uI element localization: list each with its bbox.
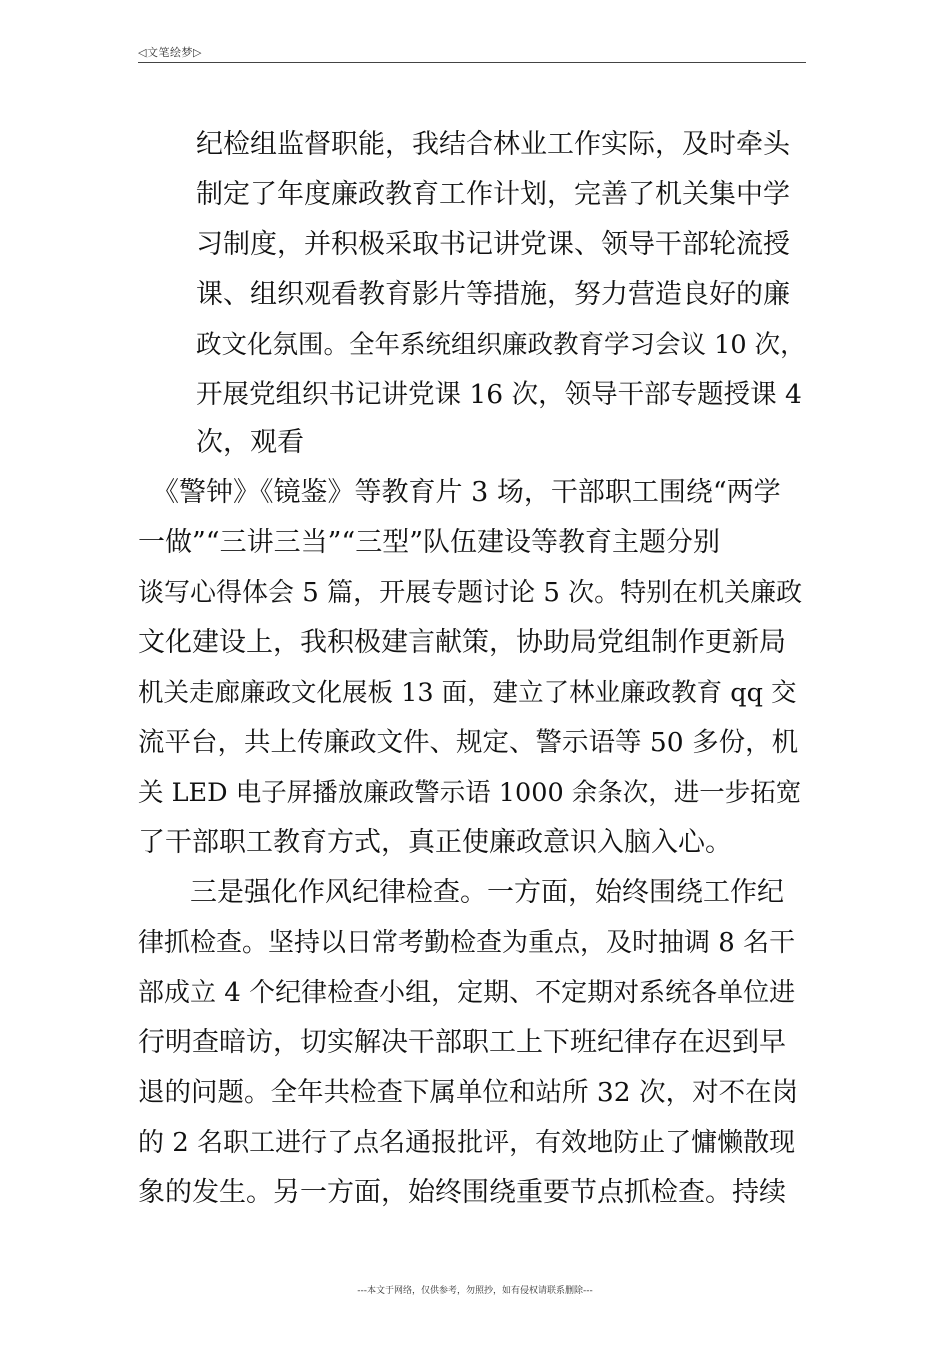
paragraph-line: 谈写心得体会 5 篇，开展专题讨论 5 次。特别在机关廉政 xyxy=(138,578,803,608)
header-rule xyxy=(138,62,806,63)
paragraph-line: 《警钟》《镜鉴》等教育片 3 场，干部职工围绕“两学 xyxy=(152,477,781,508)
paragraph-line: 次，观看 xyxy=(196,427,304,458)
paragraph-line: 政文化氛围。全年系统组织廉政教育学习会议 10 次， xyxy=(196,330,806,360)
paragraph-line: 了干部职工教育方式，真正使廉政意识入脑入心。 xyxy=(138,827,732,858)
paragraph-line: 象的发生。另一方面，始终围绕重要节点抓检查。持续 xyxy=(138,1177,786,1208)
paragraph-line: 一做”“三讲三当”“三型”队伍建设等教育主题分别 xyxy=(138,527,721,558)
paragraph-line: 律抓检查。坚持以日常考勤检查为重点，及时抽调 8 名干 xyxy=(138,928,796,958)
paragraph-line: 开展党组织书记讲党课 16 次，领导干部专题授课 4 xyxy=(196,379,802,410)
paragraph-line: 三是强化作风纪律检查。一方面，始终围绕工作纪 xyxy=(190,877,784,908)
paragraph-line: 习制度，并积极采取书记讲党课、领导干部轮流授 xyxy=(196,229,790,260)
paragraph-line: 课、组织观看教育影片等措施，努力营造良好的廉 xyxy=(196,279,790,310)
paragraph-line: 文化建设上，我积极建言献策，协助局党组制作更新局 xyxy=(138,627,786,658)
header-text: ◁文笔绘梦▷ xyxy=(138,46,202,59)
paragraph-line: 制定了年度廉政教育工作计划，完善了机关集中学 xyxy=(196,179,790,210)
paragraph-line: 退的问题。全年共检查下属单位和站所 32 次，对不在岗 xyxy=(138,1077,799,1108)
footer-disclaimer: ---本文于网络，仅供参考，勿照抄，如有侵权请联系删除--- xyxy=(357,1286,593,1296)
paragraph-line: 机关走廊廉政文化展板 13 面，建立了林业廉政教育 qq 交 xyxy=(138,678,797,708)
paragraph-line: 纪检组监督职能，我结合林业工作实际，及时牵头 xyxy=(196,129,790,160)
paragraph-line: 关 LED 电子屏播放廉政警示语 1000 余条次，进一步拓宽 xyxy=(138,778,802,808)
paragraph-line: 的 2 名职工进行了点名通报批评，有效地防止了慵懒散现 xyxy=(138,1128,796,1158)
paragraph-line: 流平台，共上传廉政文件、规定、警示语等 50 多份，机 xyxy=(138,727,799,758)
paragraph-line: 行明查暗访，切实解决干部职工上下班纪律存在迟到早 xyxy=(138,1027,786,1058)
paragraph-line: 部成立 4 个纪律检查小组，定期、不定期对系统各单位进 xyxy=(138,978,796,1008)
